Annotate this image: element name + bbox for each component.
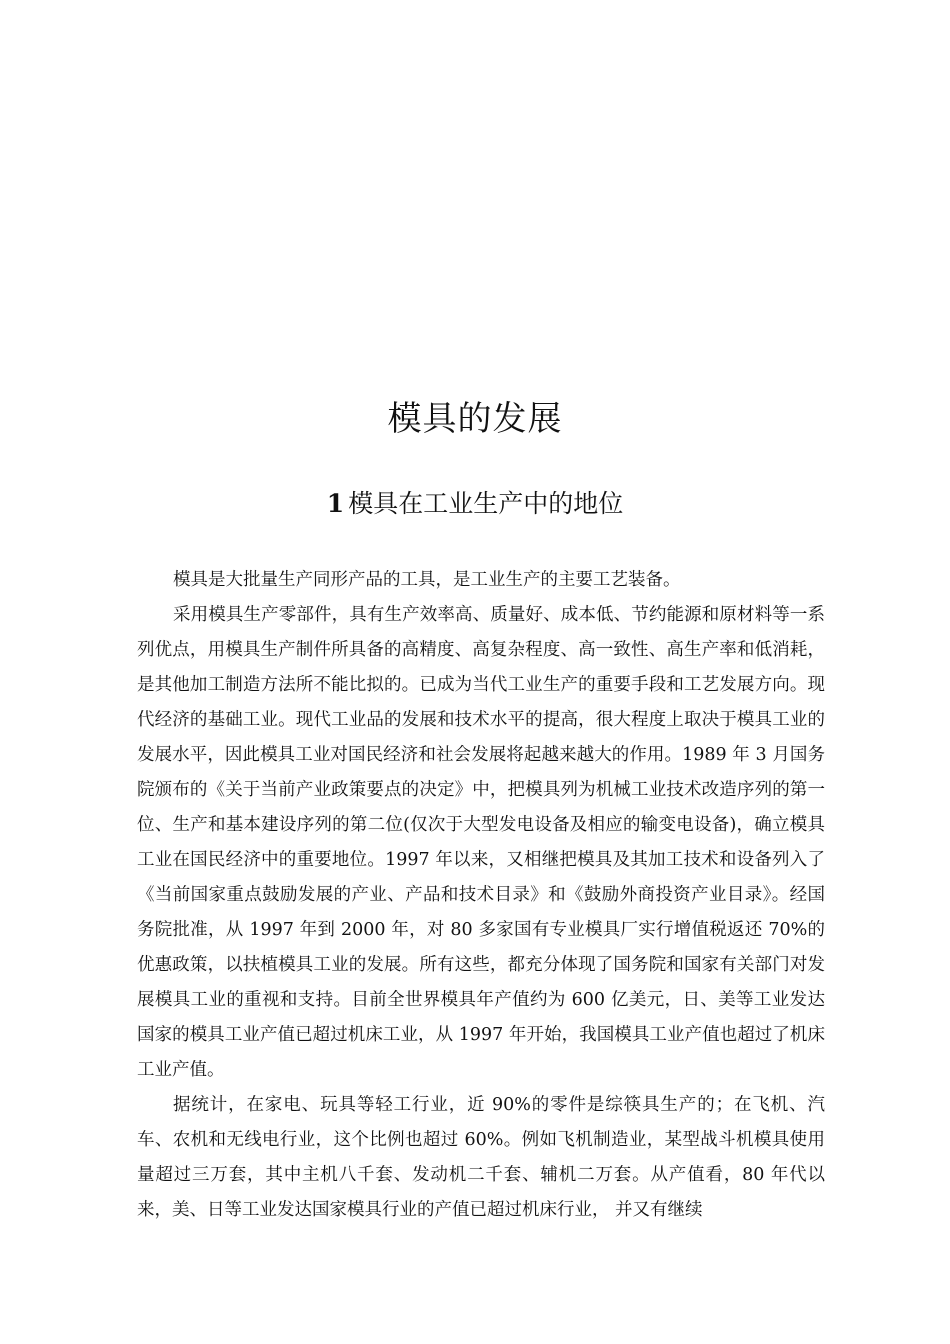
section-number: 1 — [326, 489, 345, 518]
document-title: 模具的发展 — [387, 399, 563, 439]
section-heading-text: 模具在工业生产中的地位 — [348, 489, 624, 518]
section-heading — [0, 486, 950, 522]
paragraph-1: 模具是大批量生产同形产品的工具，是工业生产的主要工艺装备。 — [173, 570, 681, 590]
paragraph-3: 据统计，在家电、玩具等轻工行业，近 90%的零件是综筷具生产的；在飞机、汽车、农机和无线电行业，这个比例也超过 60%。例如飞机制造业，某型战斗机模具使用量超过三万套，其中主机八千套、发动机二千套、辅机二万套。从产值看，80 年代以来，美、日等工业发达国家模具行业的产值已超过机床行业， 并又有继续 — [137, 1095, 825, 1220]
body-text — [137, 563, 825, 1228]
paragraph-2: 采用模具生产零部件，具有生产效率高、质量好、成本低、节约能源和原材料等一系列优点，用模具生产制件所具备的高精度、高复杂程度、高一致性、高生产率和低消耗，是其他加工制造方法所不能比拟的。已成为当代工业生产的重要手段和工艺发展方向。现代经济的基础工业。现代工业品的发展和技术水平的提高，很大程度上取决于模具工业的发展水平，因此模具工业对国民经济和社会发展将起越来越大的作用。1989 年 3 月国务院颁布的《关于当前产业政策要点的决定》中，把模具列为机械工业技术改造序列的第一位、生产和基本建设序列的第二位(仅次于大型发电设备及相应的输变电设备)，确立模具工业在国民经济中的重要地位。1997 年以来，又相继把模具及其加工技术和设备列入了《当前国家重点鼓励发展的产业、产品和技术目录》和《鼓励外商投资产业目录》。经国务院批准，从 1997 年到 2000 年，对 80 多家国有专业模具厂实行增值税返还 70%的优惠政策，以扶植模具工业的发展。所有这些，都充分体现了国务院和国家有关部门对发展模具工业的重视和支持。目前全世界模具年产值约为 600 亿美元，日、美等工业发达国家的模具工业产值已超过机床工业，从 1997 年开始，我国模具工业产值也超过了机床工业产值。 — [137, 605, 825, 1080]
